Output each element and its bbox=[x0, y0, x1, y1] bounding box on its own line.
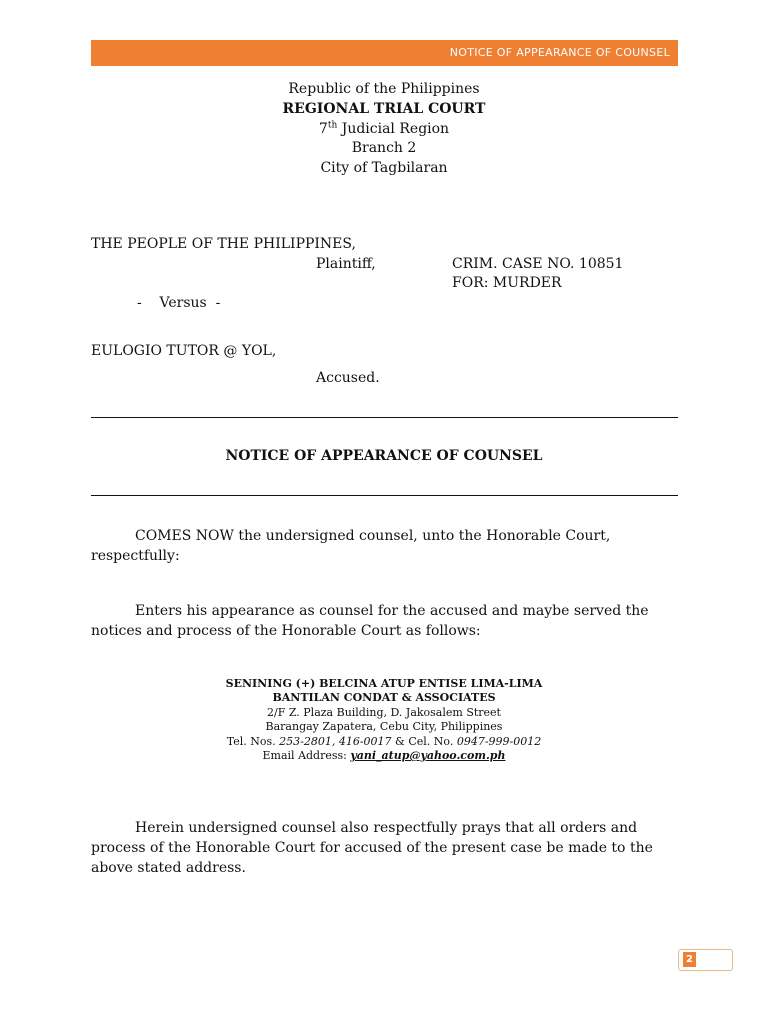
court-name: REGIONAL TRIAL COURT bbox=[282, 100, 486, 117]
notice-title: NOTICE OF APPEARANCE OF COUNSEL bbox=[225, 448, 543, 464]
firm-address-line1: 2/F Z. Plaza Building, D. Jakosalem Street bbox=[267, 705, 501, 719]
region-text: Judicial Region bbox=[337, 120, 450, 137]
paragraph-line: above stated address. bbox=[91, 860, 246, 876]
firm-address-block bbox=[0, 677, 768, 763]
court-republic: Republic of the Philippines bbox=[288, 81, 480, 97]
paragraph-line: respectfully: bbox=[91, 548, 180, 564]
region-superscript: th bbox=[327, 119, 338, 130]
court-region bbox=[0, 120, 768, 140]
accused-label: Accused. bbox=[316, 370, 380, 386]
paragraph-enters-appearance bbox=[91, 601, 678, 641]
divider-top bbox=[91, 417, 678, 418]
court-city: City of Tagbilaran bbox=[320, 160, 448, 177]
case-number: CRIM. CASE NO. 10851 bbox=[452, 256, 624, 272]
paragraph-prayer bbox=[91, 818, 678, 878]
paragraph-line: Enters his appearance as counsel for the accused and maybe served the bbox=[135, 603, 649, 619]
firm-name-line1: SENINING (+) BELCINA ATUP ENTISE LIMA-LIMA bbox=[225, 677, 543, 690]
paragraph-comes-now bbox=[91, 526, 678, 566]
header-title: NOTICE OF APPEARANCE OF COUNSEL bbox=[449, 46, 670, 59]
court-heading bbox=[0, 80, 768, 179]
firm-phone-line bbox=[0, 735, 768, 749]
plaintiff-name: THE PEOPLE OF THE PHILIPPINES, bbox=[91, 236, 356, 252]
cel-number: 0947-999-0012 bbox=[456, 734, 542, 748]
case-offense: FOR: MURDER bbox=[452, 275, 562, 291]
paragraph-line: Herein undersigned counsel also respectfully prays that all orders and bbox=[135, 820, 638, 836]
versus-label: - Versus - bbox=[137, 295, 221, 311]
cel-label: & Cel. No. bbox=[391, 734, 457, 748]
court-branch: Branch 2 bbox=[351, 140, 417, 157]
accused-name: EULOGIO TUTOR @ YOL, bbox=[91, 343, 277, 359]
firm-email-line bbox=[0, 749, 768, 763]
plaintiff-label: Plaintiff, bbox=[316, 256, 376, 272]
tel-numbers: 253-2801, 416-0017 bbox=[279, 734, 392, 748]
paragraph-line: notices and process of the Honorable Court as follows: bbox=[91, 623, 481, 639]
divider-bottom bbox=[91, 495, 678, 496]
firm-address-line2: Barangay Zapatera, Cebu City, Philippines bbox=[265, 720, 503, 734]
header-bar bbox=[91, 40, 678, 66]
paragraph-line: process of the Honorable Court for accused of the present case be made to the bbox=[91, 840, 653, 856]
page-number-box bbox=[678, 949, 733, 971]
region-number: 7 bbox=[318, 120, 328, 137]
email-address: yani_atup@yahoo.com.ph bbox=[350, 749, 506, 763]
page-number: 2 bbox=[683, 952, 696, 967]
email-label: Email Address: bbox=[262, 749, 351, 763]
paragraph-line: COMES NOW the undersigned counsel, unto the Honorable Court, bbox=[135, 528, 611, 544]
firm-name-line2: BANTILAN CONDAT & ASSOCIATES bbox=[272, 691, 496, 705]
tel-label: Tel. Nos. bbox=[226, 734, 280, 748]
